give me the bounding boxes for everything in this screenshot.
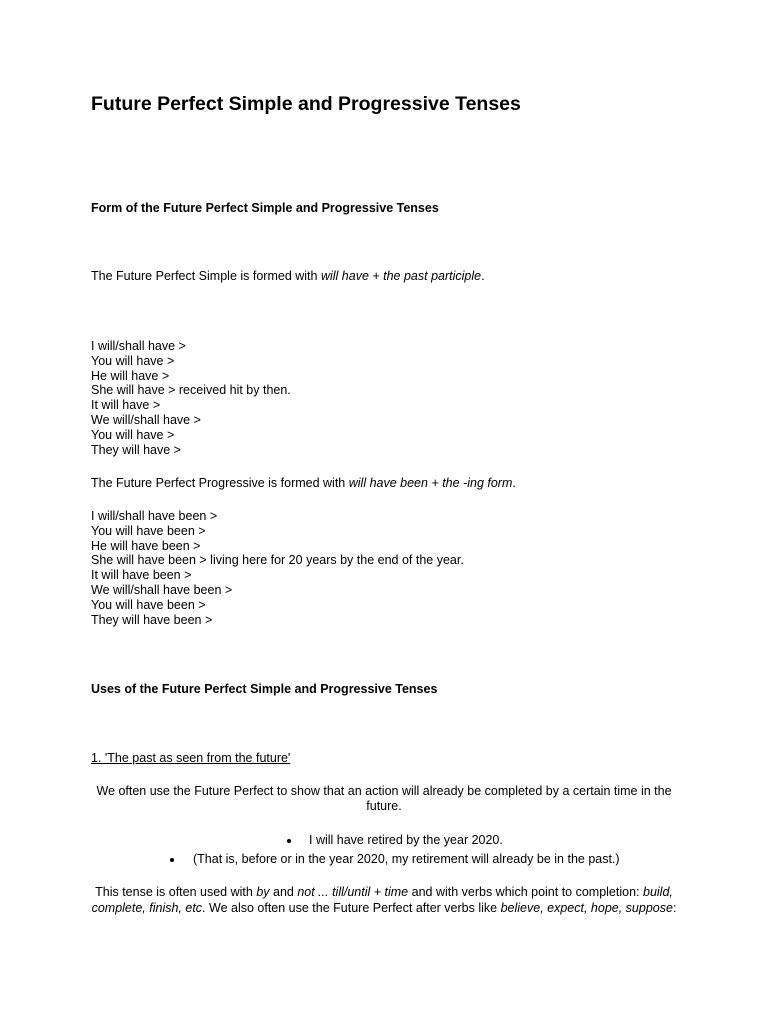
bullet-dot-icon (287, 839, 291, 843)
final-italic: complete, finish, etc (91, 901, 203, 915)
use1-heading: 1. 'The past as seen from the future' (91, 751, 291, 765)
simple-intro (91, 269, 485, 283)
progressive-formula: will have been + the -ing form (348, 476, 513, 490)
progressive-line: I will/shall have been > (91, 509, 218, 523)
simple-line: She will have > received hit by then. (91, 383, 291, 398)
progressive-intro-suffix: . (512, 476, 516, 490)
simple-intro-prefix: The Future Perfect Simple is formed with (91, 269, 321, 283)
final-italic: build, (643, 885, 673, 899)
form-heading: Form of the Future Perfect Simple and Progressive Tenses (91, 201, 439, 215)
bullet-item: (That is, before or in the year 2020, my retirement will already be in the past.) (193, 852, 620, 866)
use1-paragraph (84, 784, 684, 814)
use1-line: We often use the Future Perfect to show that an action will already be completed by a certain time in the (96, 784, 672, 798)
progressive-intro-prefix: The Future Perfect Progressive is formed with (91, 476, 349, 490)
bullet-dot-icon (170, 858, 174, 862)
final-italic: not ... till/until + time (297, 885, 409, 899)
simple-line: It will have > (91, 398, 161, 413)
simple-conjugation-list (91, 339, 291, 457)
final-text: and (269, 885, 298, 899)
final-text: This tense is often used with (95, 885, 257, 899)
simple-line: They will have > (91, 442, 181, 457)
final-line-1 (84, 884, 684, 900)
bullet-item: I will have retired by the year 2020. (309, 833, 503, 847)
final-line-2 (84, 900, 684, 916)
final-italic: believe, expect, hope, suppose (500, 901, 673, 915)
simple-line: You will have > (91, 353, 175, 368)
simple-formula: will have + the past participle (320, 269, 482, 283)
uses-heading: Uses of the Future Perfect Simple and Progressive Tenses (91, 682, 438, 696)
progressive-line: He will have been > (91, 538, 201, 553)
progressive-conjugation-list (91, 509, 464, 627)
final-text: and with verbs which point to completion: (408, 885, 643, 899)
progressive-line: She will have been > living here for 20 years by the end of the year. (91, 553, 464, 568)
progressive-line: They will have been > (91, 612, 213, 627)
final-italic: by (256, 885, 270, 899)
final-text: . We also often use the Future Perfect after verbs like (202, 901, 501, 915)
final-text: : (672, 901, 677, 915)
simple-line: He will have > (91, 368, 170, 383)
use1-line: future. (366, 799, 402, 813)
simple-line: You will have > (91, 427, 175, 442)
progressive-line: We will/shall have been > (91, 582, 233, 597)
page-title: Future Perfect Simple and Progressive Tenses (91, 93, 521, 115)
progressive-line: You will have been > (91, 597, 206, 612)
progressive-intro (91, 476, 516, 490)
progressive-line: You will have been > (91, 523, 206, 538)
simple-line: I will/shall have > (91, 339, 186, 353)
simple-line: We will/shall have > (91, 412, 201, 427)
final-paragraph (84, 884, 684, 916)
progressive-line: It will have been > (91, 568, 192, 583)
simple-intro-suffix: . (481, 269, 485, 283)
